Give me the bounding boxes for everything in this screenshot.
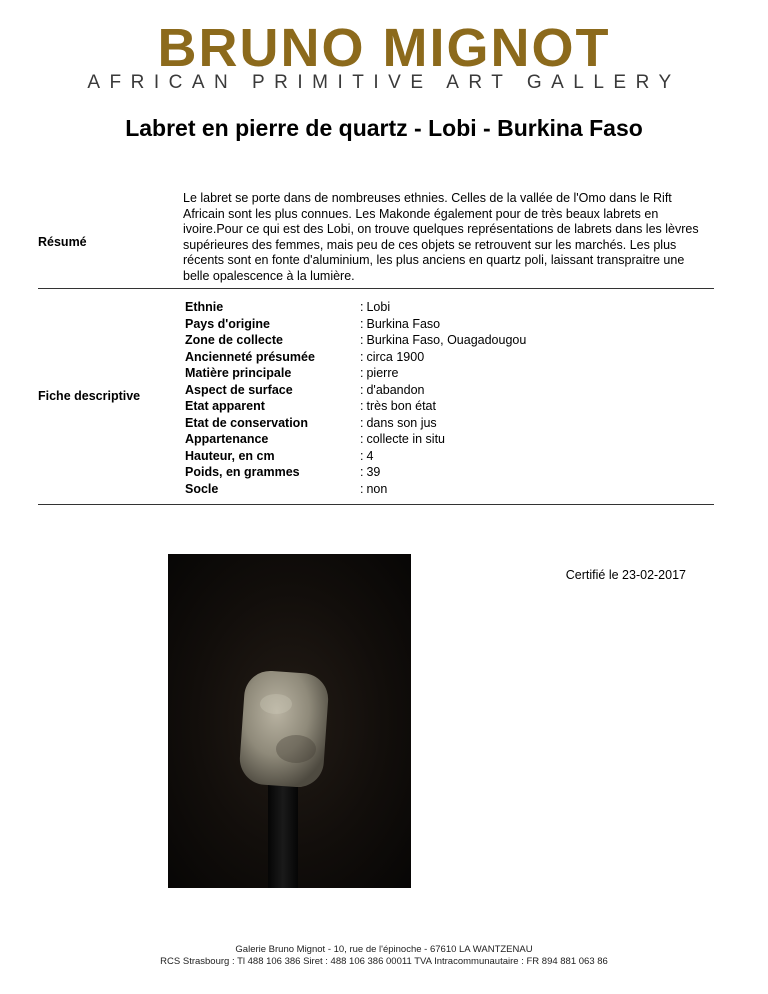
footer-address: Galerie Bruno Mignot - 10, rue de l'épinoche - 67610 LA WANTZENAU bbox=[235, 944, 533, 955]
spec-row bbox=[185, 398, 526, 415]
spec-row bbox=[185, 431, 526, 448]
quartz-labret bbox=[238, 669, 330, 789]
summary-label: Résumé bbox=[38, 235, 87, 249]
spec-row bbox=[185, 464, 526, 481]
spec-row bbox=[185, 382, 526, 399]
certification-date: Certifié le 23-02-2017 bbox=[565, 568, 686, 582]
spec-row bbox=[185, 415, 526, 432]
spec-key: Poids, en grammes bbox=[185, 465, 300, 480]
display-stand bbox=[268, 774, 298, 888]
spec-value: : dans son jus bbox=[360, 416, 437, 430]
spec-row bbox=[185, 481, 526, 498]
spec-value: : d'abandon bbox=[360, 383, 425, 397]
spec-key: Etat apparent bbox=[185, 399, 265, 414]
spec-row bbox=[185, 349, 526, 366]
spec-key: Aspect de surface bbox=[185, 382, 293, 397]
spec-key: Ancienneté présumée bbox=[185, 349, 315, 364]
divider bbox=[38, 288, 714, 289]
spec-value: : circa 1900 bbox=[360, 350, 424, 364]
spec-table bbox=[185, 299, 526, 497]
spec-value: : Lobi bbox=[360, 300, 390, 314]
spec-row bbox=[185, 299, 526, 316]
summary-text: Le labret se porte dans de nombreuses ethnies. Celles de la vallée de l'Omo dans le Rift Africain sont les plus connues. Les Makonde également pour de très beaux labrets en ivoire.Pour ce qui est des Lobi, on trouve quelques représentations de labrets dans les lèvres supérieures des femmes, mais peu de ces objets se retrouvent sur les marchés. Les plus récents sont en fonte d'aluminium, les plus anciens en quartz poli, laissant transpraitre une belle opalescence à la lumière. bbox=[183, 191, 699, 283]
spec-row bbox=[185, 332, 526, 349]
spec-key: Etat de conservation bbox=[185, 415, 308, 430]
spec-key: Ethnie bbox=[185, 300, 224, 315]
spec-value: : collecte in situ bbox=[360, 432, 445, 446]
spec-value: : 4 bbox=[360, 449, 373, 463]
footer bbox=[0, 944, 768, 967]
spec-value: : Burkina Faso, Ouagadougou bbox=[360, 333, 526, 347]
spec-value: : Burkina Faso bbox=[360, 317, 440, 331]
spec-key: Matière principale bbox=[185, 366, 292, 381]
fiche-label: Fiche descriptive bbox=[38, 389, 141, 403]
spec-value: : 39 bbox=[360, 465, 380, 479]
spec-value: : très bon état bbox=[360, 399, 436, 413]
spec-key: Appartenance bbox=[185, 432, 269, 447]
spec-row bbox=[185, 365, 526, 382]
gallery-logo-tagline: AFRICAN PRIMITIVE ART GALLERY bbox=[87, 72, 681, 93]
footer-registration: RCS Strasbourg : Tl 488 106 386 Siret : 488 106 386 00011 TVA Intracommunautaire : FR 894 881 063 86 bbox=[160, 955, 608, 967]
spec-value: : non bbox=[360, 482, 387, 496]
spec-key: Hauteur, en cm bbox=[185, 448, 275, 463]
spec-row bbox=[185, 316, 526, 333]
divider bbox=[38, 504, 714, 505]
spec-key: Socle bbox=[185, 481, 219, 496]
object-photo bbox=[168, 554, 411, 888]
gallery-logo-name: BRUNO MIGNOT bbox=[157, 18, 611, 78]
spec-key: Zone de collecte bbox=[185, 333, 283, 348]
spec-row bbox=[185, 448, 526, 465]
page-title: Labret en pierre de quartz - Lobi - Burkina Faso bbox=[125, 115, 643, 141]
spec-value: : pierre bbox=[360, 366, 398, 380]
spec-key: Pays d'origine bbox=[185, 316, 270, 331]
labret-image bbox=[168, 554, 411, 888]
